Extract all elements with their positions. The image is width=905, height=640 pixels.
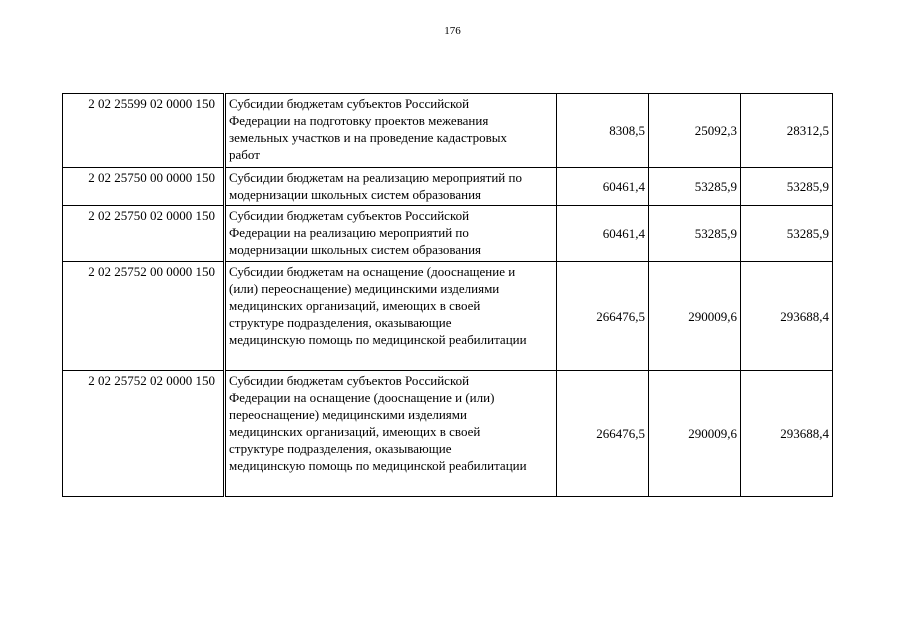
page-number: 176 — [444, 25, 461, 37]
value-cell-3: 53285,9 — [741, 206, 833, 262]
value-cell-1: 266476,5 — [557, 371, 649, 497]
description-text: Субсидии бюджетам субъектов Российской Федерации на подготовку проектов межевания земельных участков и на проведение кадастровых работ — [229, 96, 507, 162]
description-text: Субсидии бюджетам субъектов Российской Федерации на реализацию мероприятий по модернизации школьных систем образования — [229, 208, 482, 257]
value-cell-1: 60461,4 — [557, 168, 649, 206]
value-cell-1: 8308,5 — [557, 94, 649, 168]
budget-code-cell: 2 02 25752 00 0000 150 — [63, 262, 225, 371]
table-row — [63, 94, 833, 168]
table-row — [63, 262, 833, 371]
value-cell-3: 293688,4 — [741, 371, 833, 497]
value-cell-2: 290009,6 — [649, 262, 741, 371]
description-cell — [225, 168, 557, 206]
budget-code-cell: 2 02 25750 02 0000 150 — [63, 206, 225, 262]
value-cell-2: 25092,3 — [649, 94, 741, 168]
budget-code-cell: 2 02 25752 02 0000 150 — [63, 371, 225, 497]
description-cell — [225, 94, 557, 168]
description-text: Субсидии бюджетам на оснащение (дооснащение и (или) переоснащение) медицинскими изделиями медицинских организаций, имеющих в своей структуре подразделения, оказывающие медицинскую помощь по медицинской реабилитации — [229, 264, 527, 347]
table-row — [63, 371, 833, 497]
description-cell — [225, 206, 557, 262]
value-cell-3: 53285,9 — [741, 168, 833, 206]
description-cell — [225, 262, 557, 371]
budget-table — [62, 93, 833, 497]
description-text: Субсидии бюджетам субъектов Российской Федерации на оснащение (дооснащение и (или) переоснащение) медицинскими изделиями медицинских организаций, имеющих в своей структуре подразделения, оказывающие медицинскую помощь по медицинской реабилитации — [229, 373, 527, 473]
value-cell-2: 53285,9 — [649, 168, 741, 206]
description-cell — [225, 371, 557, 497]
table-row — [63, 206, 833, 262]
budget-code-cell: 2 02 25750 00 0000 150 — [63, 168, 225, 206]
budget-code-cell: 2 02 25599 02 0000 150 — [63, 94, 225, 168]
value-cell-3: 293688,4 — [741, 262, 833, 371]
value-cell-1: 266476,5 — [557, 262, 649, 371]
table-row — [63, 168, 833, 206]
description-text: Субсидии бюджетам на реализацию мероприятий по модернизации школьных систем образования — [229, 170, 522, 202]
value-cell-2: 290009,6 — [649, 371, 741, 497]
value-cell-2: 53285,9 — [649, 206, 741, 262]
value-cell-3: 28312,5 — [741, 94, 833, 168]
value-cell-1: 60461,4 — [557, 206, 649, 262]
